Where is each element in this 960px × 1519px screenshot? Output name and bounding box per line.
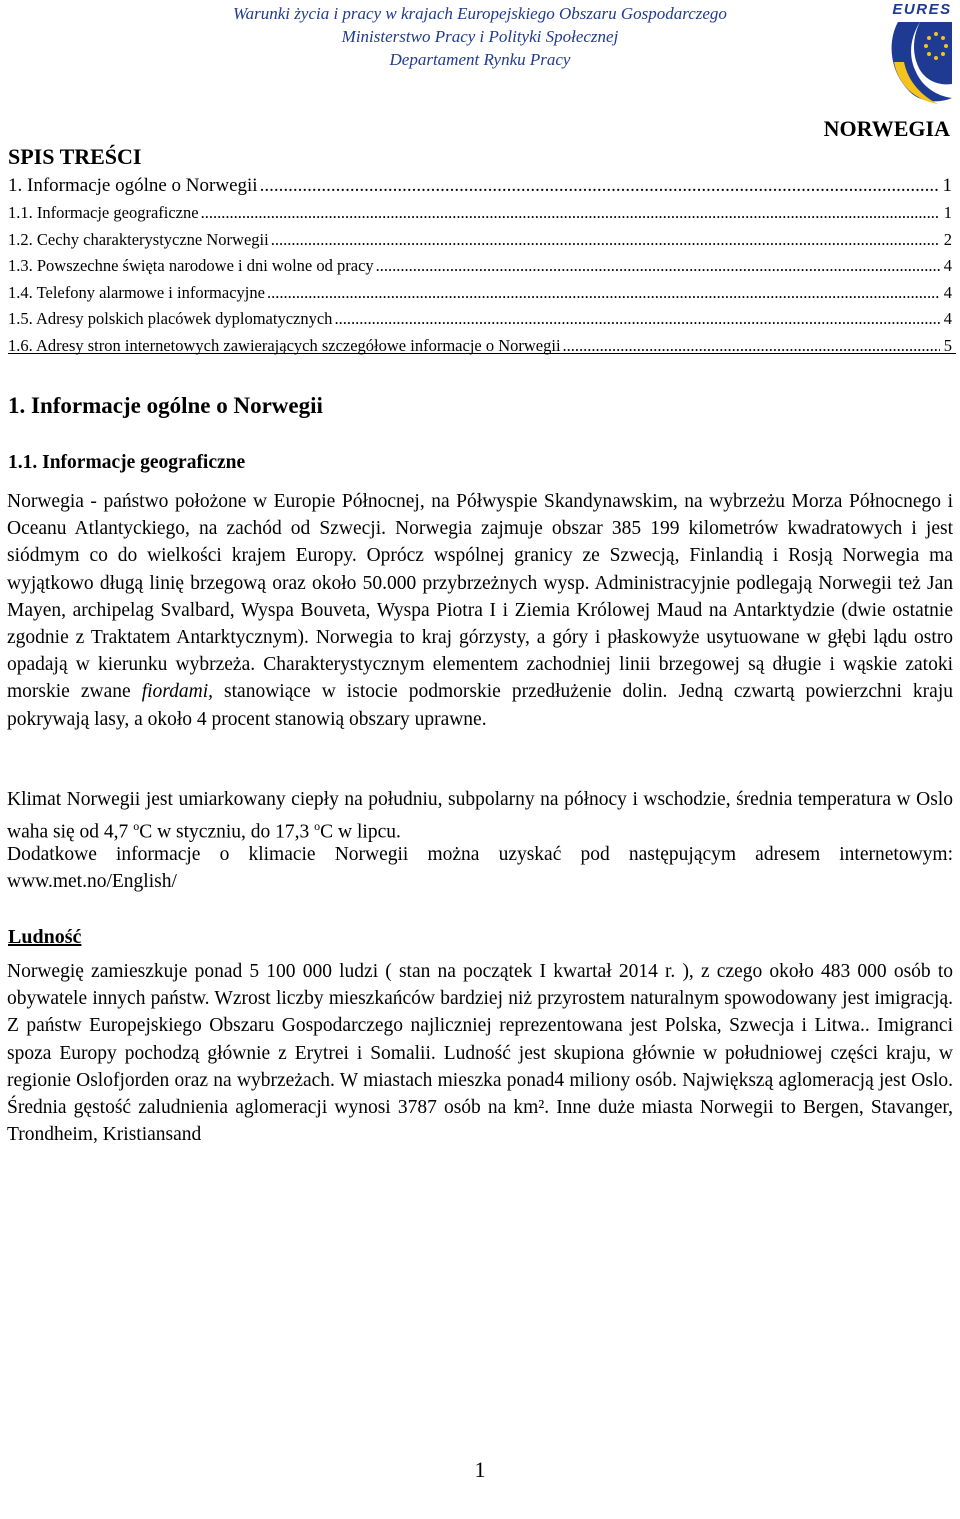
eures-logo bbox=[880, 0, 960, 110]
paragraph-geography bbox=[7, 488, 953, 733]
toc-entry[interactable] bbox=[8, 306, 952, 333]
toc-entry-text: 1.1. Informacje geograficzne bbox=[8, 203, 199, 222]
table-of-contents bbox=[8, 144, 952, 359]
page-header bbox=[170, 2, 790, 71]
toc-entry[interactable] bbox=[8, 172, 952, 200]
paragraph-climate-link bbox=[7, 841, 953, 895]
toc-entry-text: 1.4. Telefony alarmowe i informacyjne bbox=[8, 282, 265, 302]
toc-entry-text: 1. Informacje ogólne o Norwegii bbox=[8, 175, 258, 196]
toc-entry[interactable] bbox=[8, 333, 952, 360]
toc-entry-text: 1.3. Powszechne święta narodowe i dni wolne od pracy bbox=[8, 256, 374, 275]
paragraph-population bbox=[7, 958, 953, 1148]
toc-entry-page: 1 bbox=[943, 203, 952, 222]
toc-title: SPIS TREŚCI bbox=[8, 144, 142, 169]
toc-entry-text: 1.5. Adresy polskich placówek dyplomatycznych bbox=[8, 309, 333, 328]
country-label: NORWEGIA bbox=[823, 116, 950, 141]
toc-entry[interactable] bbox=[8, 253, 952, 280]
paragraph-text: Norwegia - państwo położone w Europie Północnej, na Półwyspie Skandynawskim, na wybrzeżu Morza Północnego i Oceanu Atlantyckiego, na zachód od Szwecji. Norwegia zajmuje obszar 385 199 kilometrów kwadratowych i jest siódmym co do wielkości krajem Europy. Oprócz wspólnej granicy ze Szwecją, Finlandią i Rosją Norwegia ma wyjątkowo długą linię brzegową oraz około 50.000 przybrzeżnych wysp. Administracyjnie podlegają Norwegii też Jan Mayen, archipelag Svalbard, Wyspa Bouveta, Wyspa Piotra I i Ziemia Królowej Maud na Antarktydzie (dwie ostatnie zgodnie z Traktatem Antarktycznym). Norwegia to kraj górzysty, a góry i płaskowyże usytuowane w głębi lądu ostro opadają w kierunku wybrzeża. Charakterystycznym elementem zachodniej linii brzegowej są długie i wąskie zatoki morskie zwane bbox=[7, 491, 953, 703]
paragraph-text: Dodatkowe informacje o klimacie Norwegii można uzyskać pod następującym adresem internetowym: www.met.no/English/ bbox=[7, 844, 953, 893]
toc-entry[interactable] bbox=[8, 280, 952, 307]
paragraph-text: C w lipcu. bbox=[320, 821, 401, 843]
header-line-2: Ministerstwo Pracy i Polityki Społecznej bbox=[341, 27, 619, 46]
toc-entry-text: 1.6. Adresy stron internetowych zawierających szczegółowe informacje o Norwegii bbox=[8, 335, 561, 355]
eures-logo-text: EURES bbox=[892, 1, 952, 18]
subsection-heading: 1.1. Informacje geograficzne bbox=[8, 452, 246, 473]
toc-entry-page: 4 bbox=[943, 282, 952, 302]
horizontal-divider bbox=[8, 353, 956, 354]
paragraph-text: C w styczniu, do 17,3 bbox=[139, 821, 315, 843]
toc-entry-page: 4 bbox=[943, 256, 952, 275]
toc-entry[interactable] bbox=[8, 200, 952, 227]
toc-entry-page: 2 bbox=[943, 229, 952, 249]
degree-sign: o bbox=[133, 819, 140, 834]
header-line-1: Warunki życia i pracy w krajach Europejskiego Obszaru Gospodarczego bbox=[233, 4, 727, 23]
degree-sign: o bbox=[314, 819, 321, 834]
section-heading: 1. Informacje ogólne o Norwegii bbox=[8, 393, 323, 418]
toc-entry-page: 4 bbox=[943, 309, 952, 328]
fiordy-term: fiordami, bbox=[141, 681, 214, 703]
page-number: 1 bbox=[474, 1457, 486, 1482]
header-line-3: Departament Rynku Pracy bbox=[389, 50, 571, 69]
toc-entry[interactable] bbox=[8, 227, 952, 254]
paragraph-text: Klimat Norwegii jest umiarkowany ciepły na południu, subpolarny na północy i wschodzie, średnia temperatura w Oslo waha się od 4,7 bbox=[7, 789, 953, 843]
population-heading: Ludność bbox=[8, 926, 82, 948]
paragraph-text: stanowiące w istocie podmorskie przedłużenie dolin. Jedną czwartą powierzchni kraju pokrywają lasy, a około 4 procent stanowią obszary uprawne. bbox=[7, 681, 953, 730]
paragraph-text: Norwegię zamieszkuje ponad 5 100 000 ludzi ( stan na początek I kwartał 2014 r. ), z czego około 483 000 osób to obywatele innych państw. Wzrost liczby mieszkańców bardziej niż przyrostem naturalnym spowodowany jest imigracją. Z państw Europejskiego Obszaru Gospodarczego najliczniej reprezentowana jest Polska, Szwecja i Litwa.. Imigranci spoza Europy pochodzą głównie z Erytrei i Somalii. Ludność jest skupiona głównie w południowej części kraju, w regionie Oslofjorden oraz na wybrzeżach. W miastach mieszka ponad4 miliony osób. Największą aglomeracją jest Oslo. Średnia gęstość zaludnienia aglomeracji wynosi 3787 osób na km². Inne duże miasta Norwegii to Bergen, Stavanger, Trondheim, Kristiansand bbox=[7, 961, 953, 1146]
paragraph-climate bbox=[7, 786, 953, 846]
toc-entry-text: 1.2. Cechy charakterystyczne Norwegii bbox=[8, 229, 269, 249]
toc-entry-page: 5 bbox=[943, 335, 952, 355]
toc-entry-page: 1 bbox=[942, 175, 952, 196]
